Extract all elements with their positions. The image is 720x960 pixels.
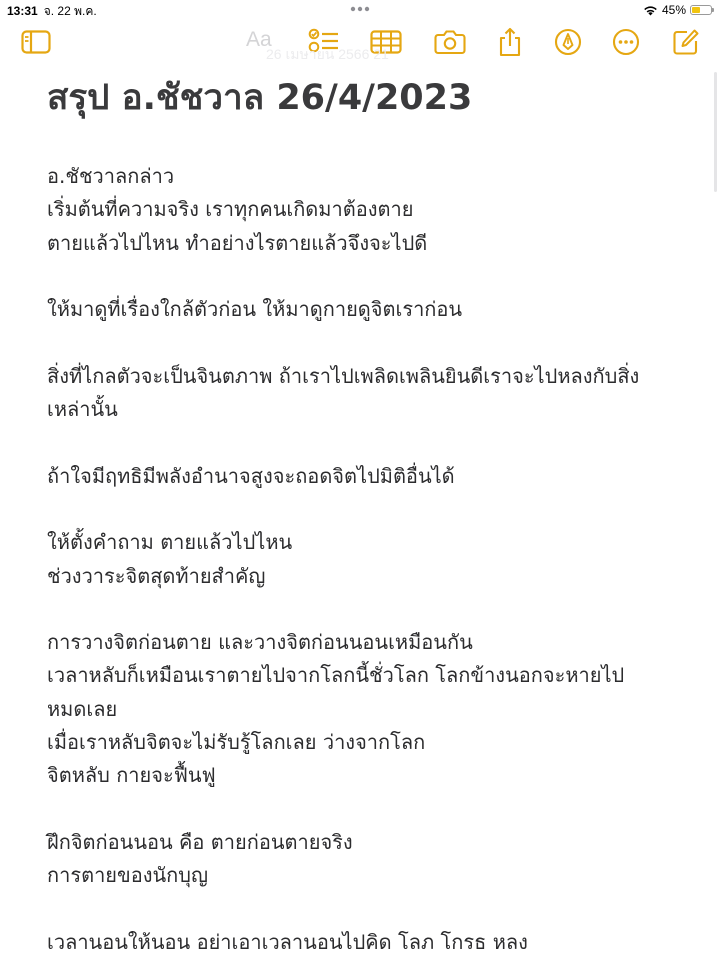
pen-circle-icon	[554, 28, 582, 56]
ellipsis-circle-icon	[612, 28, 640, 56]
note-title[interactable]: สรุป อ.ชัชวาล 26/4/2023	[47, 78, 473, 118]
sidebar-icon	[21, 30, 51, 54]
format-text-button[interactable]: Aa	[246, 28, 272, 51]
blank-line	[47, 493, 687, 526]
note-line: เมื่อเราหลับจิตจะไม่รับรู้โลกเลย ว่างจากโลก	[47, 730, 426, 755]
note-line: การวางจิตก่อนตาย และวางจิตก่อนนอนเหมือนกัน	[47, 630, 473, 655]
note-line: อ.ชัชวาลกล่าว	[47, 164, 175, 188]
battery-fill	[692, 7, 700, 13]
blank-line	[47, 260, 687, 293]
markup-button[interactable]	[552, 26, 584, 58]
note-line: สิ่งที่ไกลตัวจะเป็นจินตภาพ ถ้าเราไปเพลิดเพลินยินดีเราจะไปหลงกับสิ่ง	[47, 363, 640, 388]
more-button[interactable]	[610, 26, 642, 58]
note-line: เวลานอนให้นอน อย่าเอาเวลานอนไปคิด โลภ โกรธ หลง	[47, 929, 528, 954]
status-right	[643, 2, 712, 18]
compose-button[interactable]	[670, 26, 702, 58]
note-line: ตายแล้วไปไหน ทำอย่างไรตายแล้วจึงจะไปดี	[47, 230, 428, 255]
blank-line	[47, 326, 687, 359]
blank-line	[47, 893, 687, 926]
note-line: จิตหลับ กายจะฟื้นฟู	[47, 763, 216, 788]
compose-icon	[672, 28, 700, 56]
share-button[interactable]	[494, 26, 526, 58]
blank-line	[47, 793, 687, 826]
note-line: ให้มาดูที่เรื่องใกล้ตัวก่อน ให้มาดูกายดูจิตเราก่อน	[47, 297, 463, 322]
status-time-date	[7, 2, 97, 21]
status-time: 13:31	[7, 4, 38, 18]
camera-icon	[434, 29, 466, 55]
note-line: เริ่มต้นที่ความจริง เราทุกคนเกิดมาต้องตาย	[47, 197, 414, 222]
note-line: การตายของนักบุญ	[47, 863, 208, 888]
note-line: เหล่านั้น	[47, 397, 118, 422]
note-line: ถ้าใจมีฤทธิมีพลังอำนาจสูงจะถอดจิตไปมิติอื่นได้	[47, 463, 455, 488]
battery-icon	[690, 5, 712, 15]
status-date: จ. 22 พ.ค.	[43, 4, 97, 18]
wifi-icon	[643, 5, 658, 16]
status-bar	[0, 0, 720, 20]
blank-line	[47, 426, 687, 459]
note-header	[47, 74, 687, 122]
note-line: ช่วงวาระจิตสุดท้ายสำคัญ	[47, 563, 266, 588]
battery-percent: 45%	[661, 3, 686, 17]
camera-button[interactable]	[434, 26, 466, 58]
blank-line	[47, 593, 687, 626]
note-line: ฝึกจิตก่อนนอน คือ ตายก่อนตายจริง	[47, 829, 353, 854]
multitasking-dots-icon[interactable]	[350, 6, 370, 12]
note-date-faded: 26 เมษายน 2566 21	[266, 46, 389, 62]
note-body[interactable]	[47, 160, 687, 959]
scroll-indicator[interactable]	[714, 72, 717, 192]
note-line: ให้ตั้งคำถาม ตายแล้วไปไหน	[47, 530, 293, 555]
note-line: หมดเลย	[47, 696, 118, 721]
share-icon	[497, 27, 523, 57]
note-line: เวลาหลับก็เหมือนเราตายไปจากโลกนี้ชั่วโลก โลกข้างนอกจะหายไป	[47, 663, 625, 688]
sidebar-toggle-button[interactable]	[20, 26, 52, 58]
